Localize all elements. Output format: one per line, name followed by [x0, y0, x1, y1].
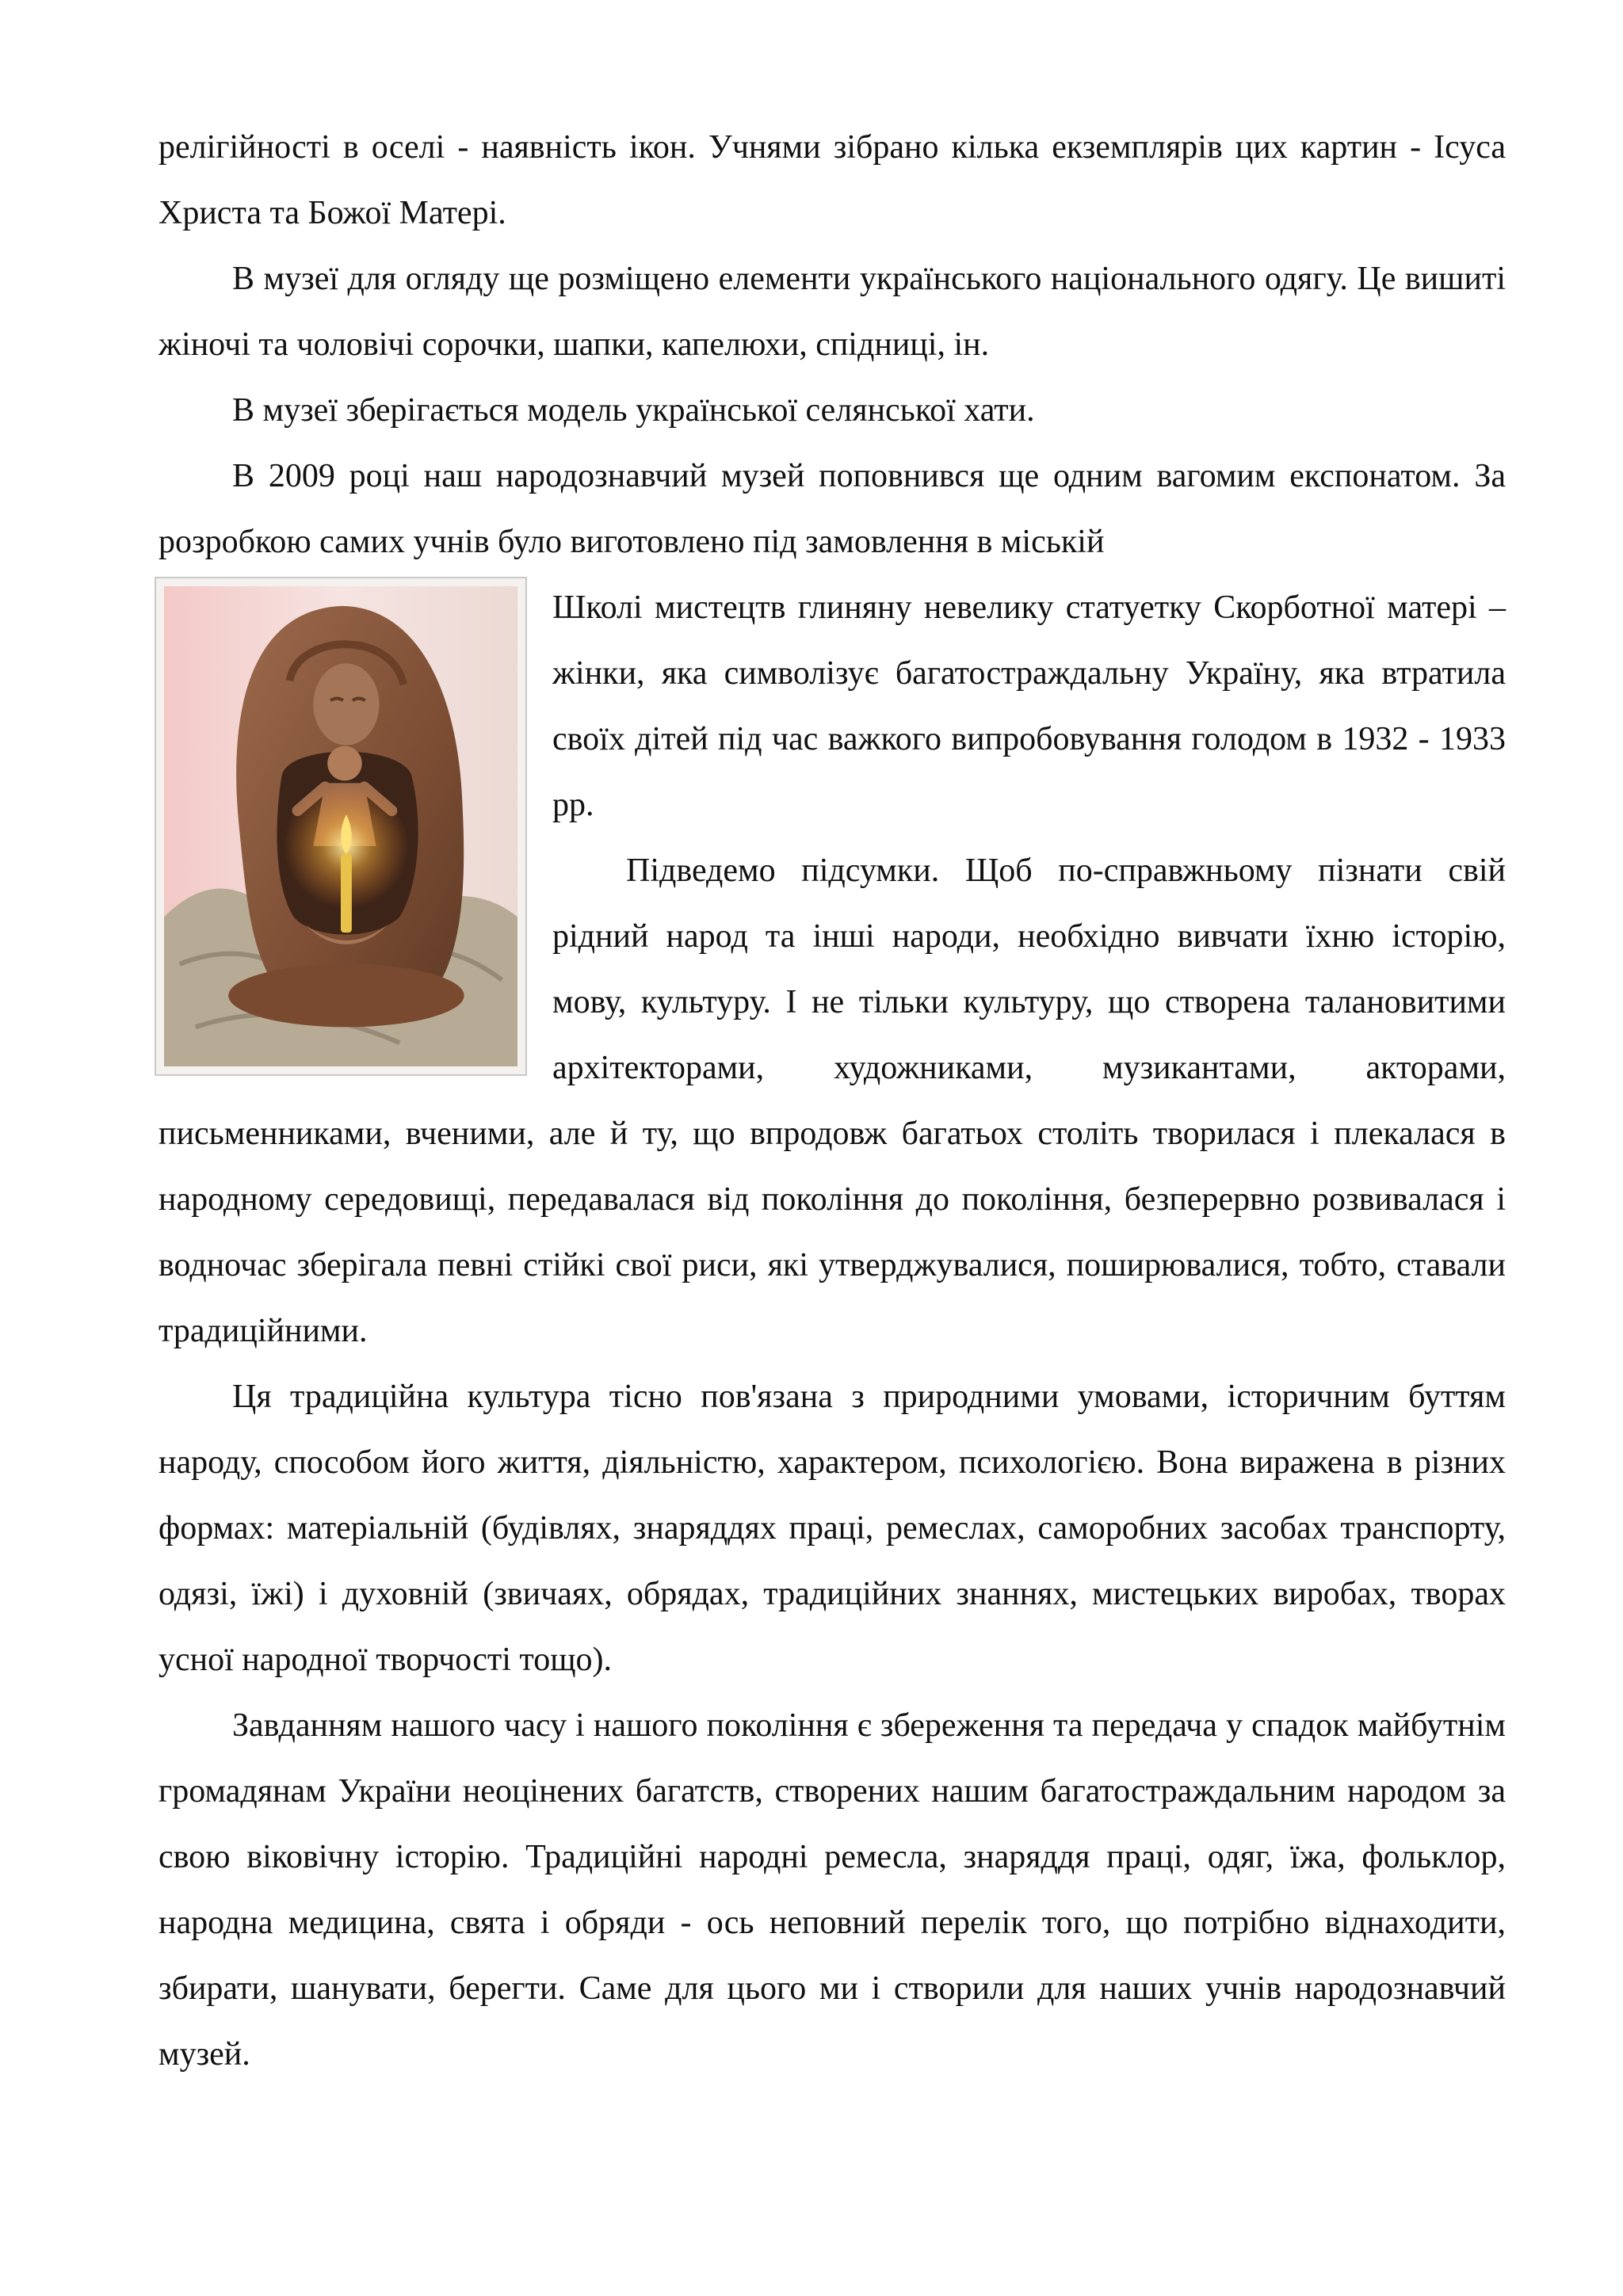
paragraph-1: релігійності в оселі - наявність ікон. Учнями зібрано кілька екземплярів цих картин - Ісуса Христа та Божої Матері. — [158, 129, 1506, 231]
statuette-image — [164, 586, 517, 1066]
statuette-photo — [155, 577, 527, 1076]
paragraph-8: Завданням нашого часу і нашого покоління є збереження та передача у спадок майбутнім громадянам України неоцінених багатств, створених нашим багатостраждальним народом за свою віковічну історію. Традиційні народні ремесла, знаряддя праці, одяг, їжа, фольклор, народна медицина, свята і обряди - ось неповний перелік того, що потрібно віднаходити, збирати, шанувати, берегти. Саме для цього ми і створили для наших учнів народознавчий музей. — [158, 1707, 1506, 2073]
paragraph-6: Підведемо підсумки. Щоб по-справжньому пізнати свій рідний народ та інші народи, необхідно вивчати їхню історію, мову, культуру. І не тільки культуру, що створена талановитими архітекторами, художниками, музикантами, акторами, письменниками, вченими, але й ту, що впродовж багатьох століть творилася і плекалася в народному середовищі, передавалася від покоління до покоління, безперервно розвивалася і водночас зберігала певні стійкі свої риси, які утверджувалися, поширювалися, тобто, ставали традиційними. — [158, 852, 1506, 1349]
paragraph-4: В 2009 році наш народознавчий музей поповнився ще одним вагомим експонатом. За розробкою самих учнів було виготовлено під замовлення в міській — [158, 458, 1506, 560]
paragraph-5: Школі мистецтв глиняну невелику статуетку Скорботної матері – жінки, яка символізує багатостраждальну Україну, яка втратила своїх дітей під час важкого випробовування голодом в 1932 - 1933 рр. — [552, 589, 1506, 823]
paragraph-2: В музеї для огляду ще розміщено елементи українського національного одягу. Це вишиті жіночі та чоловічі сорочки, шапки, капелюхи, спідниці, ін. — [158, 261, 1506, 363]
paragraph-7: Ця традиційна культура тісно пов'язана з природними умовами, історичним буттям народу, способом його життя, діяльністю, характером, психологією. Вона виражена в різних формах: матеріальній (будівлях, знаряддях праці, ремеслах, саморобних засобах транспорту, одязі, їжі) і духовній (звичаях, обрядах, традиційних знаннях, мистецьких виробах, творах усної народної творчості тощо). — [158, 1379, 1506, 1678]
paragraph-3: В музеї зберігається модель української селянської хати. — [232, 392, 1035, 429]
document-page — [158, 115, 1506, 2088]
